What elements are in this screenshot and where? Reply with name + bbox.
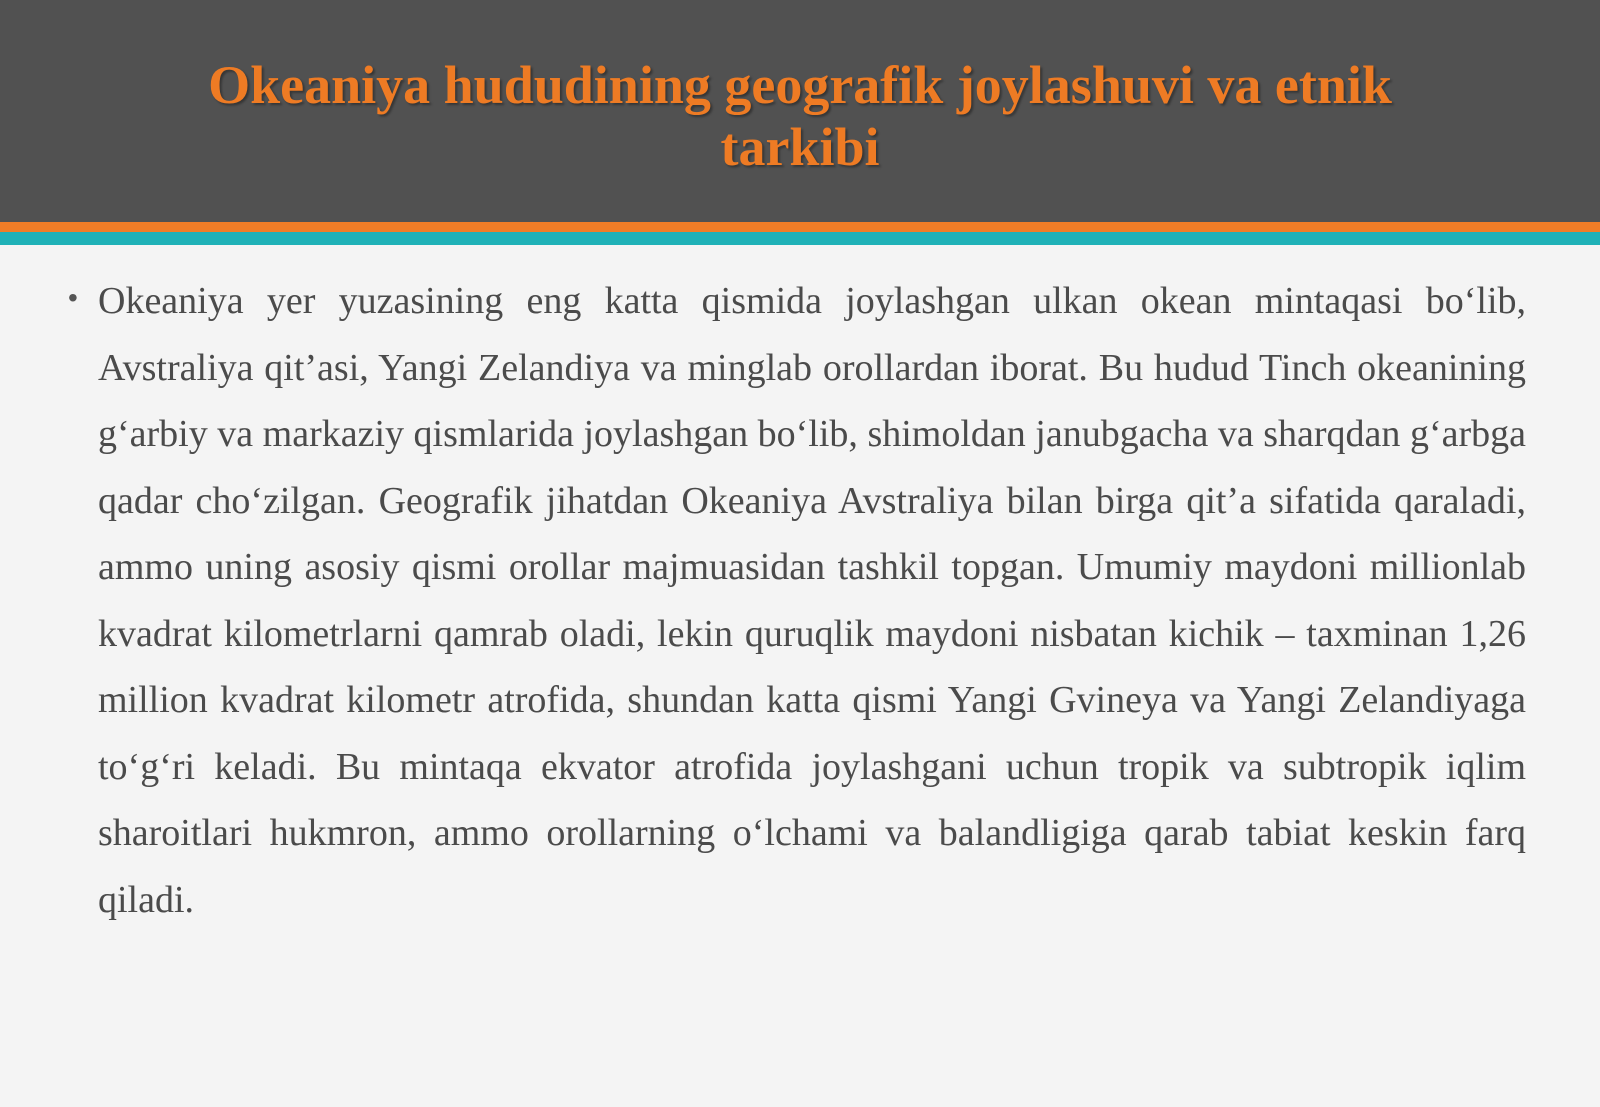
orange-accent-stripe (0, 222, 1600, 232)
slide-content (68, 268, 1526, 933)
slide-title: Okeaniya hududining geografik joylashuvi va etnik tarkibi (208, 55, 1392, 177)
teal-accent-stripe (0, 232, 1600, 245)
bullet-marker-icon: • (68, 282, 78, 313)
slide-header-band (0, 0, 1600, 222)
bullet-text: Okeaniya yer yuzasining eng katta qismida joylashgan ulkan okean mintaqasi bo‘lib, Avstraliya qit’asi, Yangi Zelandiya va minglab orollardan iborat. Bu hudud Tinch okeanining g‘arbiy va markaziy qismlarida joylashgan bo‘lib, shimoldan janubgacha va sharqdan g‘arbga qadar cho‘zilgan. Geografik jihatdan Okeaniya Avstraliya bilan birga qit’a sifatida qaraladi, ammo uning asosiy qismi orollar majmuasidan tashkil topgan. Umumiy maydoni millionlab kvadrat kilometrlarni qamrab oladi, lekin quruqlik maydoni nisbatan kichik – taxminan 1,26 million kvadrat kilometr atrofida, shundan katta qismi Yangi Gvineya va Yangi Zelandiyaga to‘g‘ri keladi. Bu mintaqa ekvator atrofida joylashgani uchun tropik va subtropik iqlim sharoitlari hukmron, ammo orollarning o‘lchami va balandligiga qarab tabiat keskin farq qiladi. (98, 280, 1526, 921)
bullet-item (68, 268, 1526, 933)
